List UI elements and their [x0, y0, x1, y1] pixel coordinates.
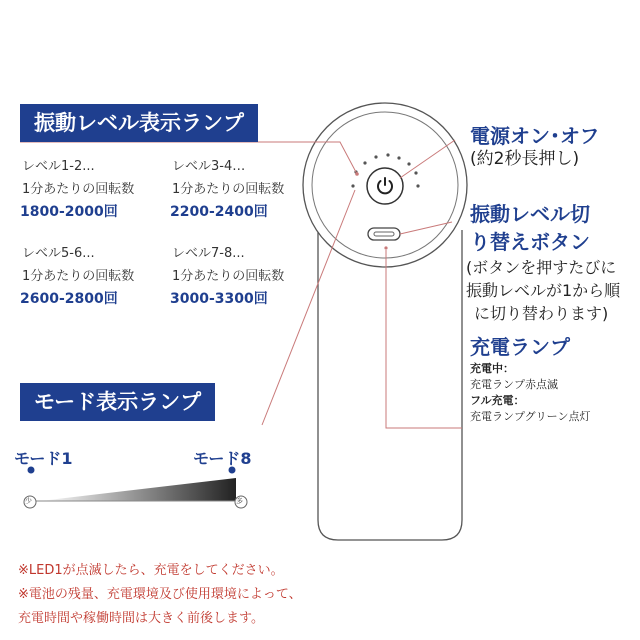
level-7-8-label: レベル7-8...: [172, 246, 245, 261]
mode8-label: モード8: [193, 449, 252, 468]
level-1-2-sub: 1分あたりの回転数: [22, 182, 135, 197]
switch-desc-line2: 振動レベルが1から順: [466, 281, 621, 300]
high-marker-label: 多: [236, 497, 243, 505]
level-5-6-label: レベル5-6...: [22, 246, 95, 261]
level-5-6-rpm: 2600-2800回: [20, 291, 118, 307]
note-line-3: 充電時間や稼働時間は大きく前後します。: [18, 611, 264, 626]
switch-desc-line3: に切り替わります): [474, 304, 609, 323]
power-icon[interactable]: [371, 172, 399, 200]
level-3-4-label: レベル3-4…: [172, 159, 246, 174]
level-3-4-sub: 1分あたりの回転数: [172, 182, 285, 197]
mode-gradient-wedge: [40, 478, 236, 501]
power-sub: (約2秒長押し): [470, 149, 580, 169]
charge-led: [384, 246, 387, 249]
level-1-2-label: レベル1-2...: [22, 159, 95, 174]
full-charge-label: フル充電：: [470, 394, 525, 407]
level-lamp-banner: 振動レベル表示ランプ: [20, 104, 258, 142]
switch-desc-line1: (ボタンを押すたびに: [466, 258, 617, 277]
low-marker-label: 少: [25, 497, 32, 505]
level-7-8-rpm: 3000-3300回: [170, 291, 268, 307]
level-1-2-rpm: 1800-2000回: [20, 204, 118, 220]
mode-lamp-banner: モード表示ランプ: [20, 383, 215, 421]
switch-title-line1: 振動レベル切: [470, 202, 590, 226]
usb-c-port-icon: [368, 228, 400, 240]
switch-title-line2: り替えボタン: [470, 230, 590, 254]
level-3-4-rpm: 2200-2400回: [170, 204, 268, 220]
full-charge-desc: 充電ランプグリーン点灯: [470, 410, 591, 423]
note-line-2: ※電池の残量、充電環境及び使用環境によって、: [18, 587, 302, 602]
power-title: 電源オン･オフ: [470, 124, 600, 148]
level-5-6-sub: 1分あたりの回転数: [22, 269, 135, 284]
device-body: [318, 230, 462, 540]
mode1-label: モード1: [14, 449, 73, 468]
note-line-1: ※LED1が点滅したら、充電をしてください。: [18, 563, 284, 578]
charge-title: 充電ランプ: [470, 335, 570, 359]
charging-desc: 充電ランプ赤点滅: [470, 378, 558, 391]
level-7-8-sub: 1分あたりの回転数: [172, 269, 285, 284]
charging-label: 充電中：: [470, 362, 514, 375]
